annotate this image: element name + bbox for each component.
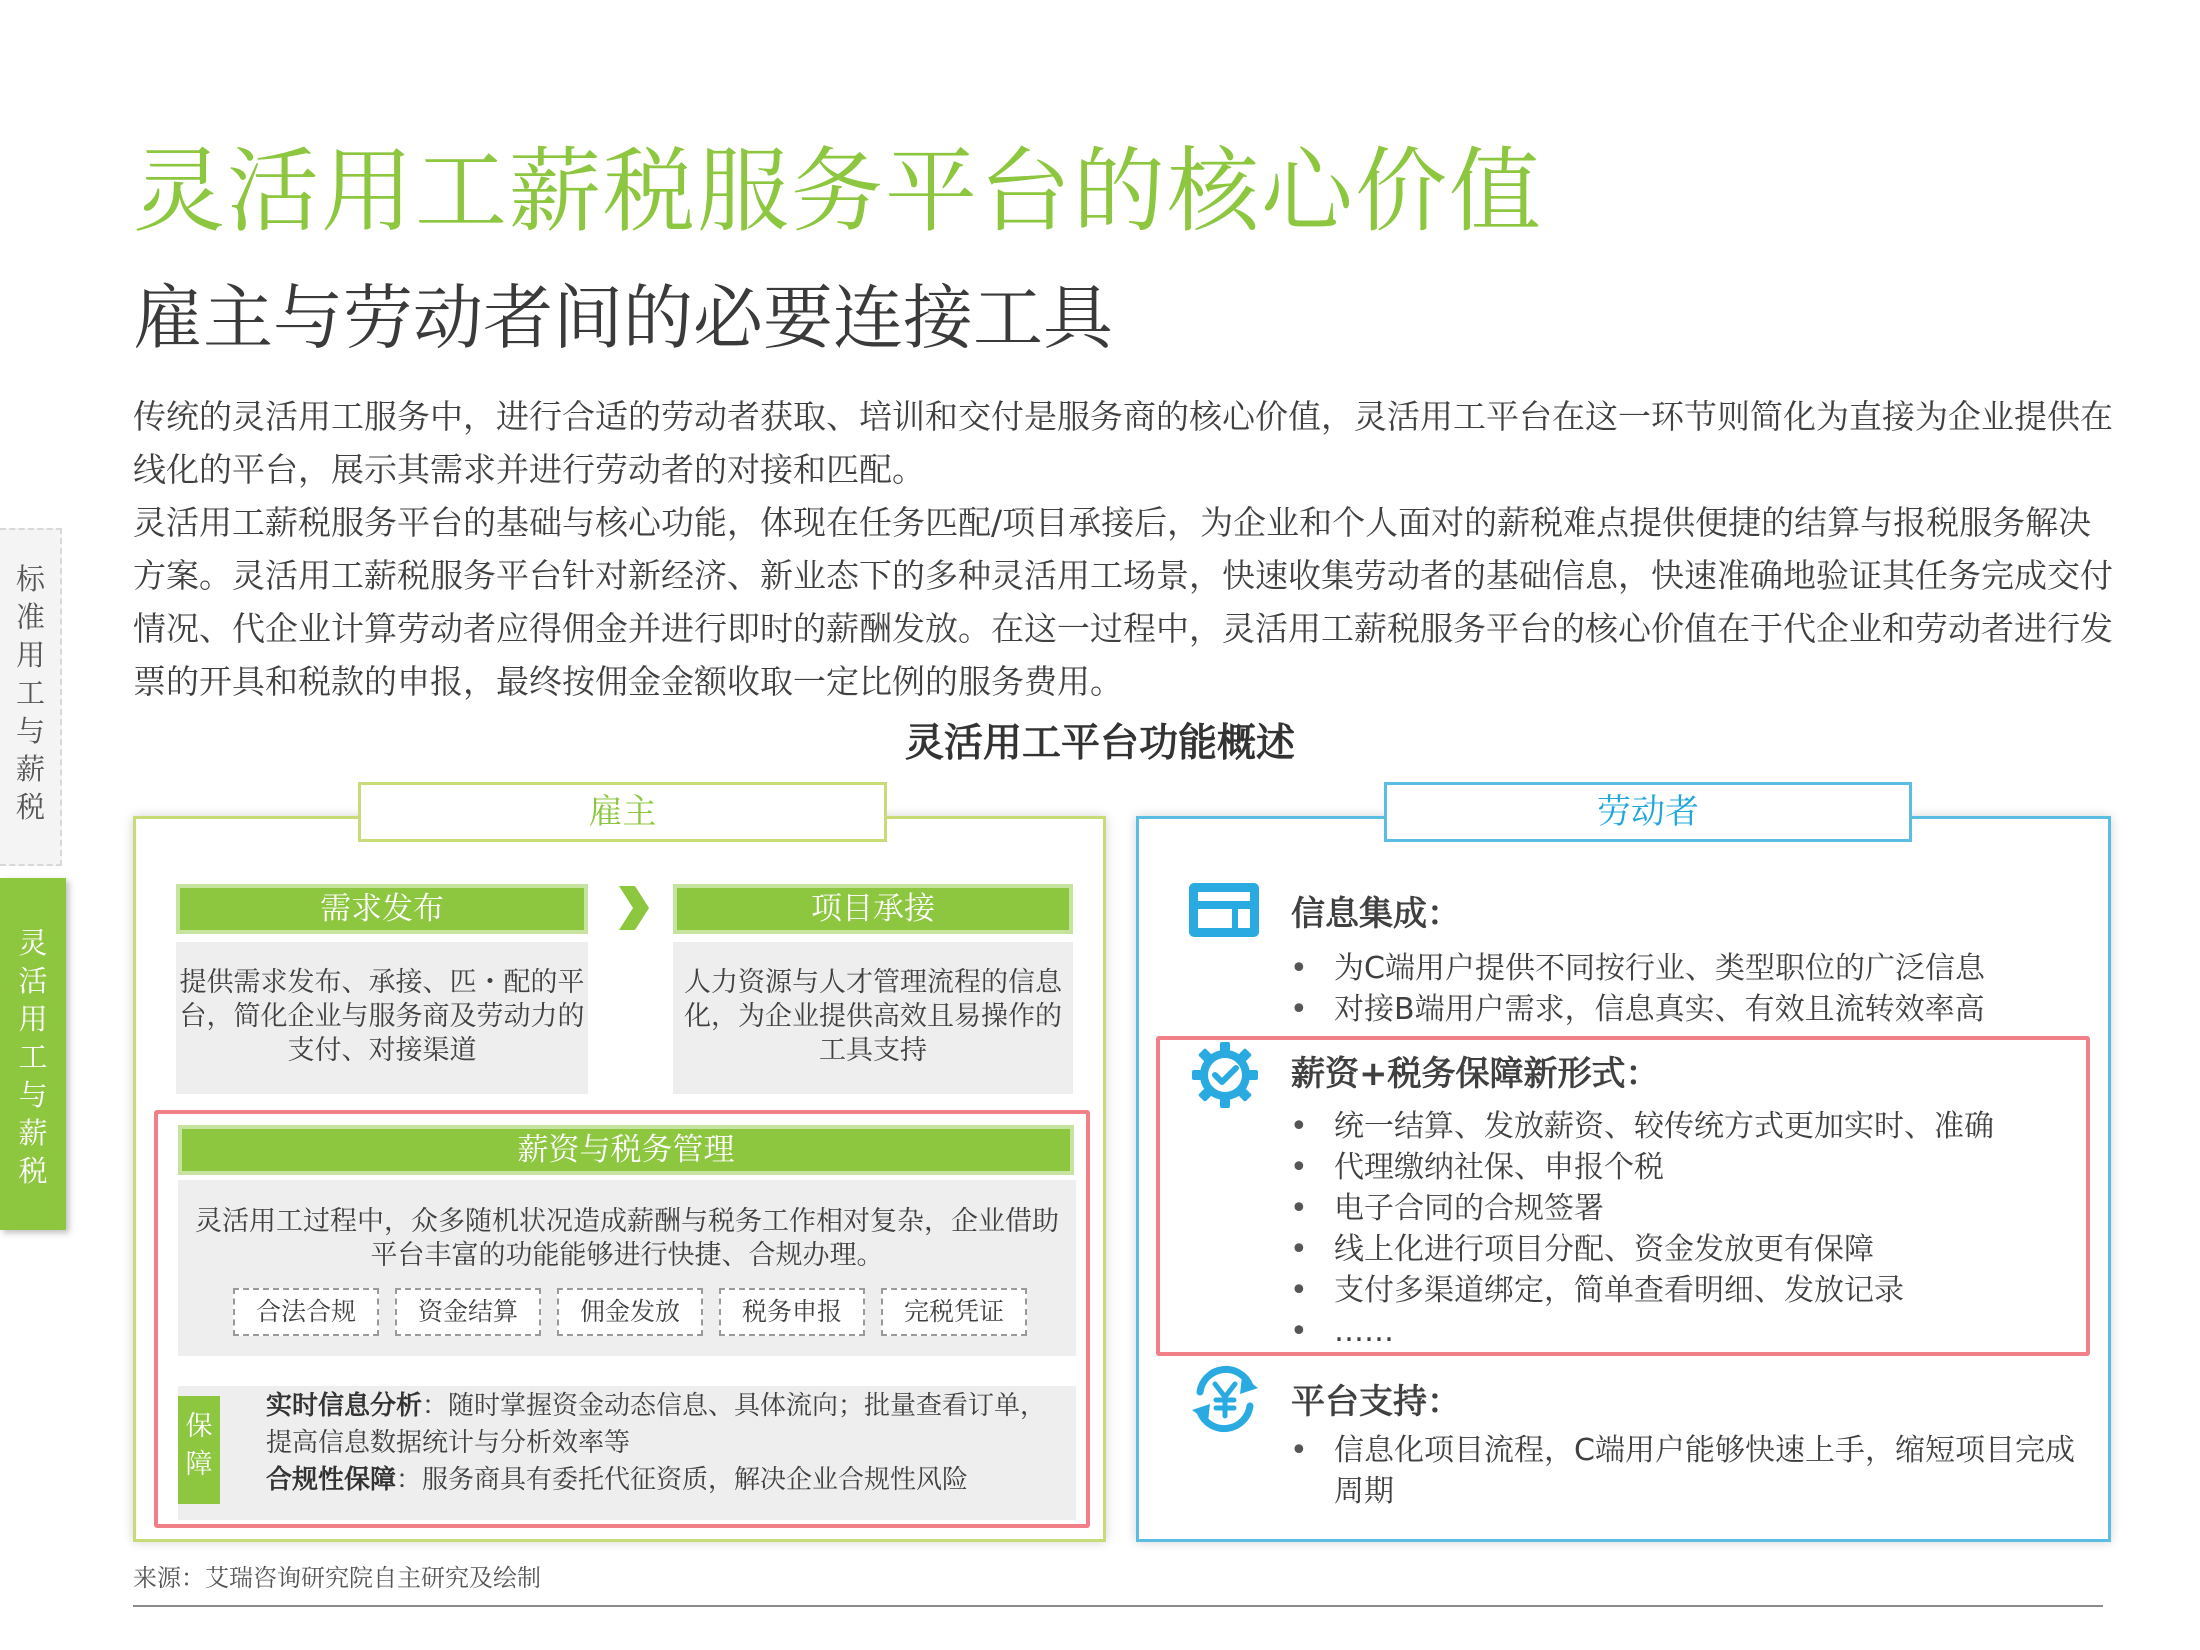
tag-tax-filing: 税务申报 <box>719 1288 865 1336</box>
list-item: • 为C端用户提供不同按行业、类型职位的广泛信息 <box>1290 948 2080 989</box>
side-tab-standard-label: 标准用工与薪税 <box>16 562 46 824</box>
salary-tax-desc: 灵活用工过程中，众多随机状况造成薪酬与税务工作相对复杂，企业借助平台丰富的功能能够进行快捷、合规办理。 <box>195 1206 1059 1271</box>
step-project-desc: 人力资源与人才管理流程的信息化，为企业提供高效且易操作的工具支持 <box>673 942 1073 1094</box>
guarantee-item2-text: ：服务商具有委托代征资质，解决企业合规性风险 <box>396 1465 969 1495</box>
list-item: • 代理缴纳社保、申报个税 <box>1290 1147 2080 1188</box>
tag-compliance: 合法合规 <box>233 1288 379 1336</box>
guarantee-item2-title: 合规性保障 <box>266 1465 397 1495</box>
chevron-right-icon <box>615 884 651 932</box>
list-item: • …… <box>1290 1311 2080 1352</box>
step-project-title: 项目承接 <box>673 884 1073 934</box>
tag-commission: 佣金发放 <box>557 1288 703 1336</box>
employer-label: 雇主 <box>358 782 887 842</box>
guarantee-label: 保障 <box>178 1396 220 1504</box>
guarantee-item1-title: 实时信息分析 <box>266 1391 423 1421</box>
section-platform-title: 平台支持： <box>1291 1382 1461 1422</box>
intro-paragraph-1: 传统的灵活用工服务中，进行合适的劳动者获取、培训和交付是服务商的核心价值，灵活用工平台在这一环节则简化为直接为企业提供在线化的平台，展示其需求并进行劳动者的对接和匹配。 <box>133 397 2113 489</box>
info-panel-icon <box>1188 882 1260 938</box>
page-title: 灵活用工薪税服务平台的核心价值 <box>133 138 1544 245</box>
section-platform-list <box>1290 1430 2090 1512</box>
yen-refresh-icon <box>1188 1362 1262 1436</box>
tag-settlement: 资金结算 <box>395 1288 541 1336</box>
footer-divider <box>133 1605 2103 1607</box>
guarantee-text <box>266 1388 1066 1499</box>
gear-check-icon <box>1190 1040 1260 1110</box>
side-tab-flexible-label: 灵活用工与薪税 <box>18 926 48 1188</box>
section-salary-title: 薪资+税务保障新形式： <box>1291 1054 1660 1094</box>
worker-label: 劳动者 <box>1384 782 1912 842</box>
step-demand-desc: 提供需求发布、承接、匹・配的平台，简化企业与服务商及劳动力的支付、对接渠道 <box>176 942 588 1094</box>
salary-tax-title: 薪资与税务管理 <box>178 1125 1074 1175</box>
section-info-list <box>1290 948 2080 1030</box>
section-salary-list <box>1290 1106 2080 1352</box>
section-info-title: 信息集成： <box>1291 894 1461 934</box>
intro-paragraph-2: 灵活用工薪税服务平台的基础与核心功能，体现在任务匹配/项目承接后，为企业和个人面对的薪税难点提供便捷的结算与报税服务解决方案。灵活用工薪税服务平台针对新经济、新业态下的多种灵活用工场景，快速收集劳动者的基础信息，快速准确地验证其任务完成交付情况、代企业计算劳动者应得佣金并进行即时的薪酬发放。在这一过程中，灵活用工薪税服务平台的核心价值在于代企业和劳动者进行发票的开具和税款的申报，最终按佣金金额收取一定比例的服务费用。 <box>133 503 2113 701</box>
list-item: • 统一结算、发放薪资、较传统方式更加实时、准确 <box>1290 1106 2080 1147</box>
salary-tax-tags <box>233 1288 1027 1336</box>
side-tab-standard[interactable] <box>0 528 62 866</box>
source-note: 来源：艾瑞咨询研究院自主研究及绘制 <box>133 1564 541 1592</box>
guarantee-item1-text: ：随时掌握资金动态信息、具体流向；批量查看订单，提高信息数据统计与分析效率等 <box>266 1391 1047 1458</box>
step-demand-title: 需求发布 <box>176 884 588 934</box>
list-item: • 对接B端用户需求，信息真实、有效且流转效率高 <box>1290 989 2080 1030</box>
list-item: • 线上化进行项目分配、资金发放更有保障 <box>1290 1229 2080 1270</box>
page-subtitle: 雇主与劳动者间的必要连接工具 <box>133 277 1113 359</box>
tag-tax-certificate: 完税凭证 <box>881 1288 1027 1336</box>
list-item: • 支付多渠道绑定，简单查看明细、发放记录 <box>1290 1270 2080 1311</box>
figure-title: 灵活用工平台功能概述 <box>904 721 1295 766</box>
side-tab-flexible[interactable] <box>0 878 66 1230</box>
list-item: • 信息化项目流程，C端用户能够快速上手，缩短项目完成周期 <box>1290 1430 2090 1512</box>
list-item: • 电子合同的合规签署 <box>1290 1188 2080 1229</box>
